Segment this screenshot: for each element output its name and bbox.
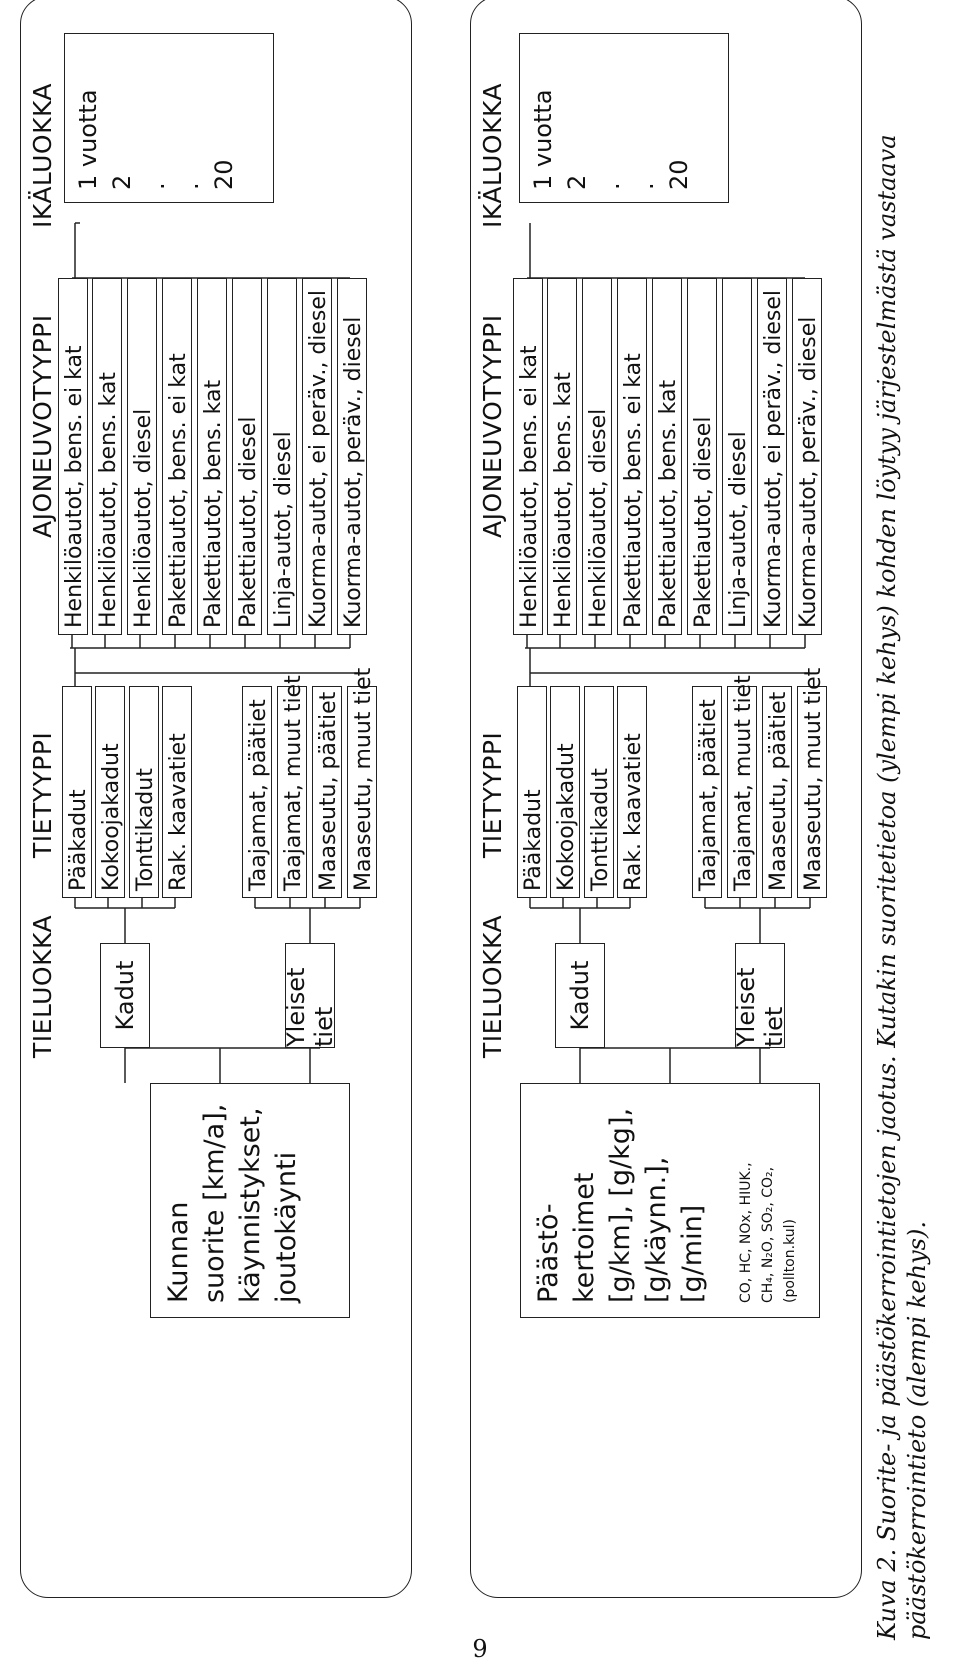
upper-vehicle-type: Pakettiautot, diesel: [232, 278, 262, 635]
header-ikaluokka: IKÄLUOKKA: [478, 82, 507, 228]
upper-road-type: Taajamat, muut tiet: [277, 686, 307, 898]
age-second: 2: [563, 174, 591, 190]
lower-age-box: [519, 33, 729, 203]
upper-root-text: Kunnan suorite [km/a], käynnistykset, joutokäynti: [163, 1103, 302, 1303]
upper-class-yleiset-tiet: Yleiset tiet: [285, 943, 335, 1048]
lower-vehicle-type: Henkilöautot, bens. kat: [547, 278, 577, 635]
age-dots: .: [631, 182, 659, 190]
header-tieluokka: TIELUOKKA: [28, 914, 57, 1058]
upper-vehicle-type: Kuorma-autot, peräv., diesel: [337, 278, 367, 635]
upper-class-kadut: Kadut: [100, 943, 150, 1048]
lower-road-type: Maaseutu, muut tiet: [797, 686, 827, 898]
lower-vehicle-type: Linja-autot, diesel: [722, 278, 752, 635]
upper-road-type: Maaseutu, muut tiet: [347, 686, 377, 898]
header-tieluokka: TIELUOKKA: [478, 914, 507, 1058]
lower-class-yleiset-tiet: Yleiset tiet: [735, 943, 785, 1048]
lower-road-type: Maaseutu, päätiet: [762, 686, 792, 898]
age-last: 20: [210, 159, 238, 190]
lower-root-box: [520, 1083, 820, 1318]
upper-vehicle-type: Henkilöautot, bens. ei kat: [58, 278, 88, 635]
header-tietyyppi: TIETYYPPI: [478, 731, 507, 858]
lower-road-type: Rak. kaavatiet: [617, 686, 647, 898]
upper-road-type: Kokoojakadut: [95, 686, 125, 898]
lower-road-type: Taajamat, päätiet: [692, 686, 722, 898]
upper-vehicle-type: Henkilöautot, bens. kat: [92, 278, 122, 635]
lower-class-kadut: Kadut: [555, 943, 605, 1048]
lower-root-subtext: CO, HC, NOx, HIUK., CH₄, N₂O, SO₂, CO₂, (pollton.kul): [738, 1162, 798, 1303]
lower-vehicle-type: Kuorma-autot, ei peräv., diesel: [757, 278, 787, 635]
age-first: 1 vuotta: [74, 89, 102, 190]
header-ikaluokka: IKÄLUOKKA: [28, 82, 57, 228]
upper-road-type: Taajamat, päätiet: [242, 686, 272, 898]
lower-vehicle-type: Henkilöautot, diesel: [582, 278, 612, 635]
upper-road-type: Pääkadut: [62, 686, 92, 898]
figure-caption: [872, 120, 952, 1640]
age-dots: .: [176, 182, 204, 190]
upper-road-type: Tonttikadut: [129, 686, 159, 898]
lower-road-type: Taajamat, muut tiet: [727, 686, 757, 898]
age-dots: .: [597, 182, 625, 190]
age-second: 2: [108, 174, 136, 190]
header-ajoneuvotyyppi: AJONEUVOTYYPPI: [478, 314, 507, 538]
upper-age-box: [64, 33, 274, 203]
header-tietyyppi: TIETYYPPI: [28, 731, 57, 858]
age-dots: .: [142, 182, 170, 190]
lower-vehicle-type: Pakettiautot, bens. ei kat: [617, 278, 647, 635]
upper-root-box: [150, 1083, 350, 1318]
lower-root-text: Päästö- kertoimet [g/km], [g/kg], [g/käynn.], [g/min]: [533, 1107, 708, 1303]
lower-road-type: Kokoojakadut: [550, 686, 580, 898]
lower-vehicle-type: Henkilöautot, bens. ei kat: [513, 278, 543, 635]
lower-vehicle-type: Kuorma-autot, peräv., diesel: [792, 278, 822, 635]
upper-vehicle-type: Henkilöautot, diesel: [127, 278, 157, 635]
caption-line-2: päästökerrointieto (alempi kehys).: [903, 1221, 931, 1640]
age-first: 1 vuotta: [529, 89, 557, 190]
page-number: 9: [472, 1635, 488, 1663]
age-last: 20: [665, 159, 693, 190]
upper-vehicle-type: Kuorma-autot, ei peräv., diesel: [302, 278, 332, 635]
upper-vehicle-type: Linja-autot, diesel: [267, 278, 297, 635]
lower-road-type: Pääkadut: [517, 686, 547, 898]
lower-road-type: Tonttikadut: [584, 686, 614, 898]
lower-vehicle-type: Pakettiautot, diesel: [687, 278, 717, 635]
caption-line-1: Kuva 2. Suorite- ja päästökerrointietojen jaotus. Kutakin suoritetietoa (ylempi kehys) kohden löytyy järjestelmästä vastaava: [873, 134, 901, 1640]
upper-road-type: Rak. kaavatiet: [162, 686, 192, 898]
upper-vehicle-type: Pakettiautot, bens. kat: [197, 278, 227, 635]
lower-vehicle-type: Pakettiautot, bens. kat: [652, 278, 682, 635]
upper-vehicle-type: Pakettiautot, bens. ei kat: [162, 278, 192, 635]
header-ajoneuvotyyppi: AJONEUVOTYYPPI: [28, 314, 57, 538]
upper-road-type: Maaseutu, päätiet: [312, 686, 342, 898]
